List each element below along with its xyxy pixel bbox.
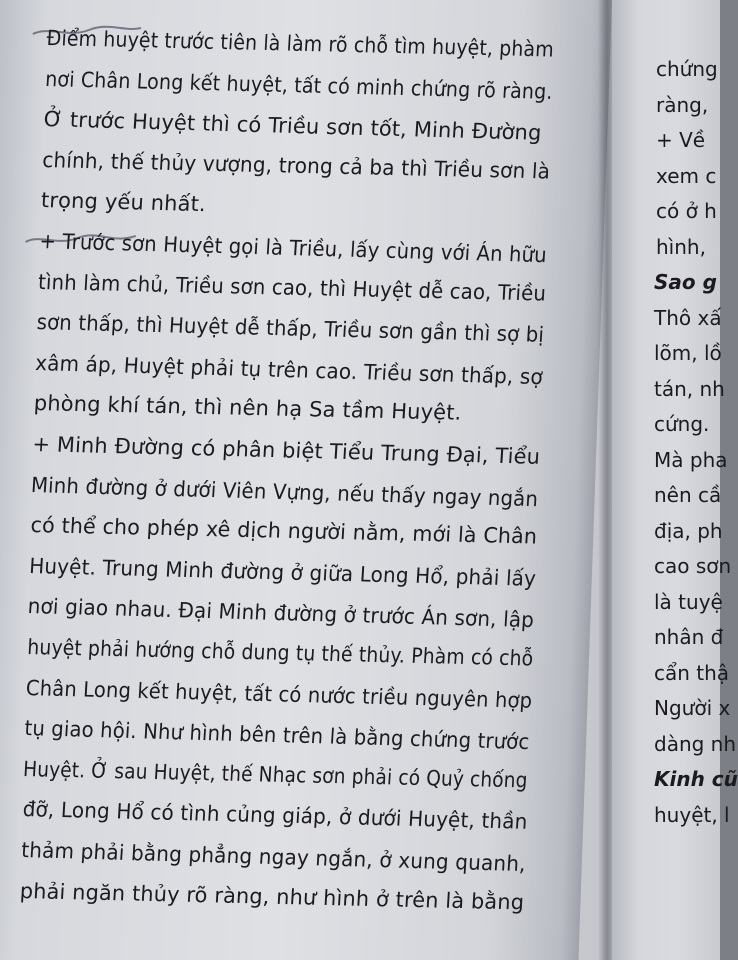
text-line: Chân Long kết huyệt, tất có nước triều nguyên hợp [25, 675, 533, 713]
text-fragment: dàng nh [654, 731, 737, 756]
text-fragment: Người x [654, 696, 731, 720]
text-fragment: nhân đ [654, 625, 724, 649]
text-fragment: Thô xấ [654, 305, 722, 330]
text-fragment: Mà pha [654, 447, 728, 472]
text-line: sơn thấp, thì Huyệt dễ thấp, Triều sơn gần thì sợ bị [36, 310, 545, 348]
text-line: phải ngăn thủy rõ ràng, như hình ở trên là bằng [19, 878, 526, 915]
text-line: Huyệt. Ở sau Huyệt, thế Nhạc sơn phải có Quỷ chống [22, 756, 529, 793]
heading-fragment: Sao g [654, 270, 717, 294]
text-line: thảm phải bằng phẳng ngay ngắn, ở xung quanh, [20, 838, 527, 877]
text-fragment: nên cầ [654, 483, 722, 507]
text-line: huyệt phải hướng chỗ dung tụ thế thủy. Phàm có chỗ [26, 635, 534, 671]
text-fragment: + Về [656, 128, 706, 152]
text-fragment: hình, [656, 234, 706, 259]
text-line: Huyệt. Trung Minh đường ở giữa Long Hổ, phải lấy [28, 553, 537, 591]
text-line: có thể cho phép xê dịch người nằm, mới là Chân [29, 513, 538, 549]
text-fragment: có ở h [656, 199, 717, 223]
text-line: Minh đường ở dưới Viên Vựng, nếu thấy ngay ngắn [30, 472, 540, 511]
text-fragment: chứng [656, 57, 718, 81]
text-fragment: lõm, lồ [654, 341, 722, 365]
text-line: Điểm huyệt trước tiên là làm rõ chỗ tìm huyệt, phàm [45, 26, 555, 62]
text-line: tình làm chủ, Triều sơn cao, thì Huyệt dễ cao, Triều [37, 269, 547, 306]
text-fragment: tán, nh [654, 376, 725, 401]
text-line: nơi giao nhau. Đại Minh đường ở trước Án sơn, lập [27, 594, 535, 633]
text-line: tụ giao hội. Như hình bên trên là bằng chứng trước [23, 716, 531, 755]
text-fragment: ràng, [656, 92, 709, 117]
text-line: + Trước sơn Huyệt gọi là Triều, lấy cùng với Án hữu [38, 229, 548, 268]
text-fragment: là tuyệ [654, 589, 723, 614]
text-fragment: cao sơn [654, 554, 732, 578]
text-fragment: địa, ph [654, 518, 723, 543]
text-line: nơi Chân Long kết huyệt, tất có minh chứng rõ ràng. [44, 66, 554, 104]
text-line: đỡ, Long Hổ có tình củng giáp, ở dưới Huyệt, thần [21, 797, 528, 835]
text-fragment: cẩn thậ [654, 660, 730, 685]
text-fragment: cứng. [654, 412, 710, 436]
text-line: phòng khí tán, thì nên hạ Sa tầm Huyệt. [33, 391, 463, 426]
text-line: xâm áp, Huyệt phải tụ trên cao. Triều sơn thấp, sợ [34, 350, 544, 389]
text-fragment: xem c [656, 163, 717, 188]
right-page [612, 0, 738, 960]
heading-fragment: Kinh cũ [654, 767, 738, 791]
text-fragment: huyệt, l [654, 802, 730, 827]
text-line: Ở trước Huyệt thì có Triều sơn tốt, Minh Đường [43, 107, 543, 146]
text-line: + Minh Đường có phân biệt Tiểu Trung Đại, Tiểu [31, 432, 541, 469]
text-line: chính, thế thủy vượng, trong cả ba thì Triều sơn là [41, 147, 551, 184]
text-line: trọng yếu nhất. [40, 188, 207, 217]
